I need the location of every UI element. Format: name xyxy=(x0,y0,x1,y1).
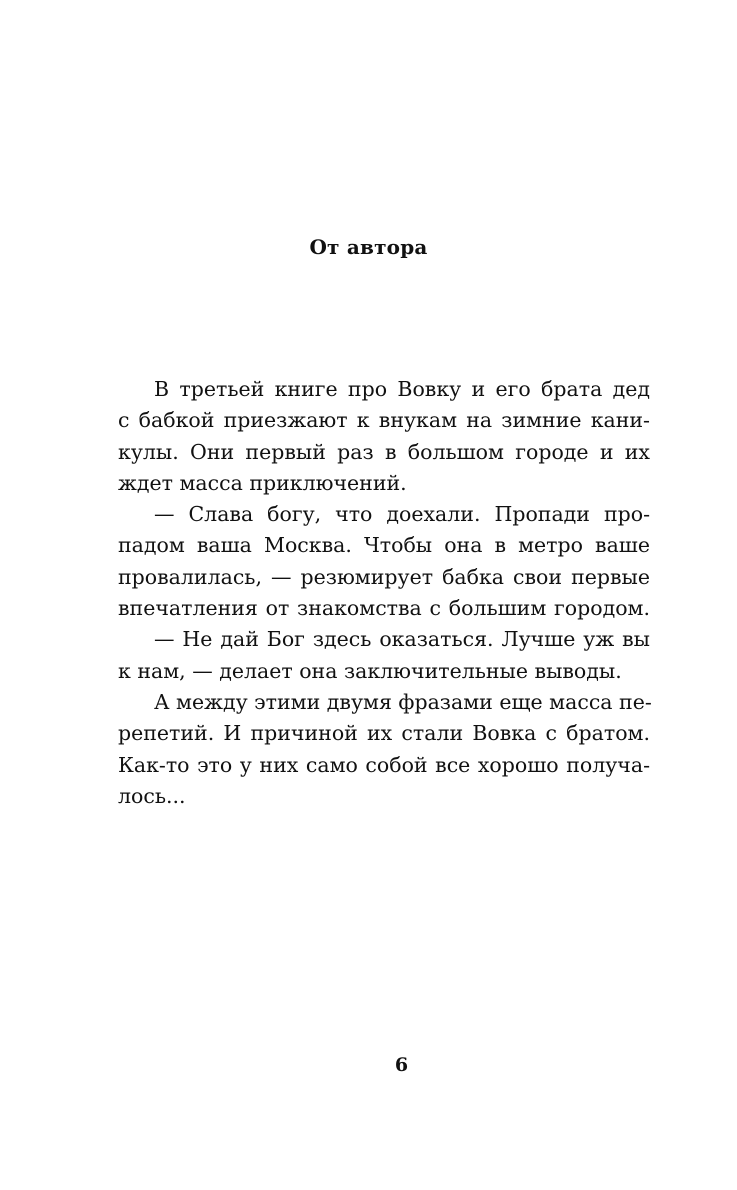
page-number: 6 xyxy=(394,1054,409,1076)
chapter-heading: От автора xyxy=(309,235,428,259)
text-line: с бабкой приезжают к внукам на зимние кани- xyxy=(118,408,650,433)
text-line: репетий. И причиной их стали Вовка с братом. xyxy=(118,721,650,746)
text-line: к нам, — делает она заключительные выводы. xyxy=(118,658,622,683)
text-line: — Не дай Бог здесь оказаться. Лучше уж вы xyxy=(154,627,650,652)
text-line: провалилась, — резюмирует бабка свои первые xyxy=(118,564,650,589)
text-line: лось... xyxy=(118,783,186,808)
body-text xyxy=(118,374,650,812)
text-line: — Слава богу, что доехали. Пропади про- xyxy=(154,502,650,527)
text-line: кулы. Они первый раз в большом городе и их xyxy=(118,439,650,464)
text-line: ждет масса приключений. xyxy=(118,470,407,495)
text-line: А между этими двумя фразами еще масса пе- xyxy=(154,689,652,714)
text-line: В третьей книге про Вовку и его брата дед xyxy=(154,377,650,401)
text-line: Как-то это у них само собой все хорошо получа- xyxy=(118,752,650,777)
text-line: падом ваша Москва. Чтобы она в метро ваше xyxy=(118,533,650,558)
text-line: впечатления от знакомства с большим городом. xyxy=(118,596,650,621)
